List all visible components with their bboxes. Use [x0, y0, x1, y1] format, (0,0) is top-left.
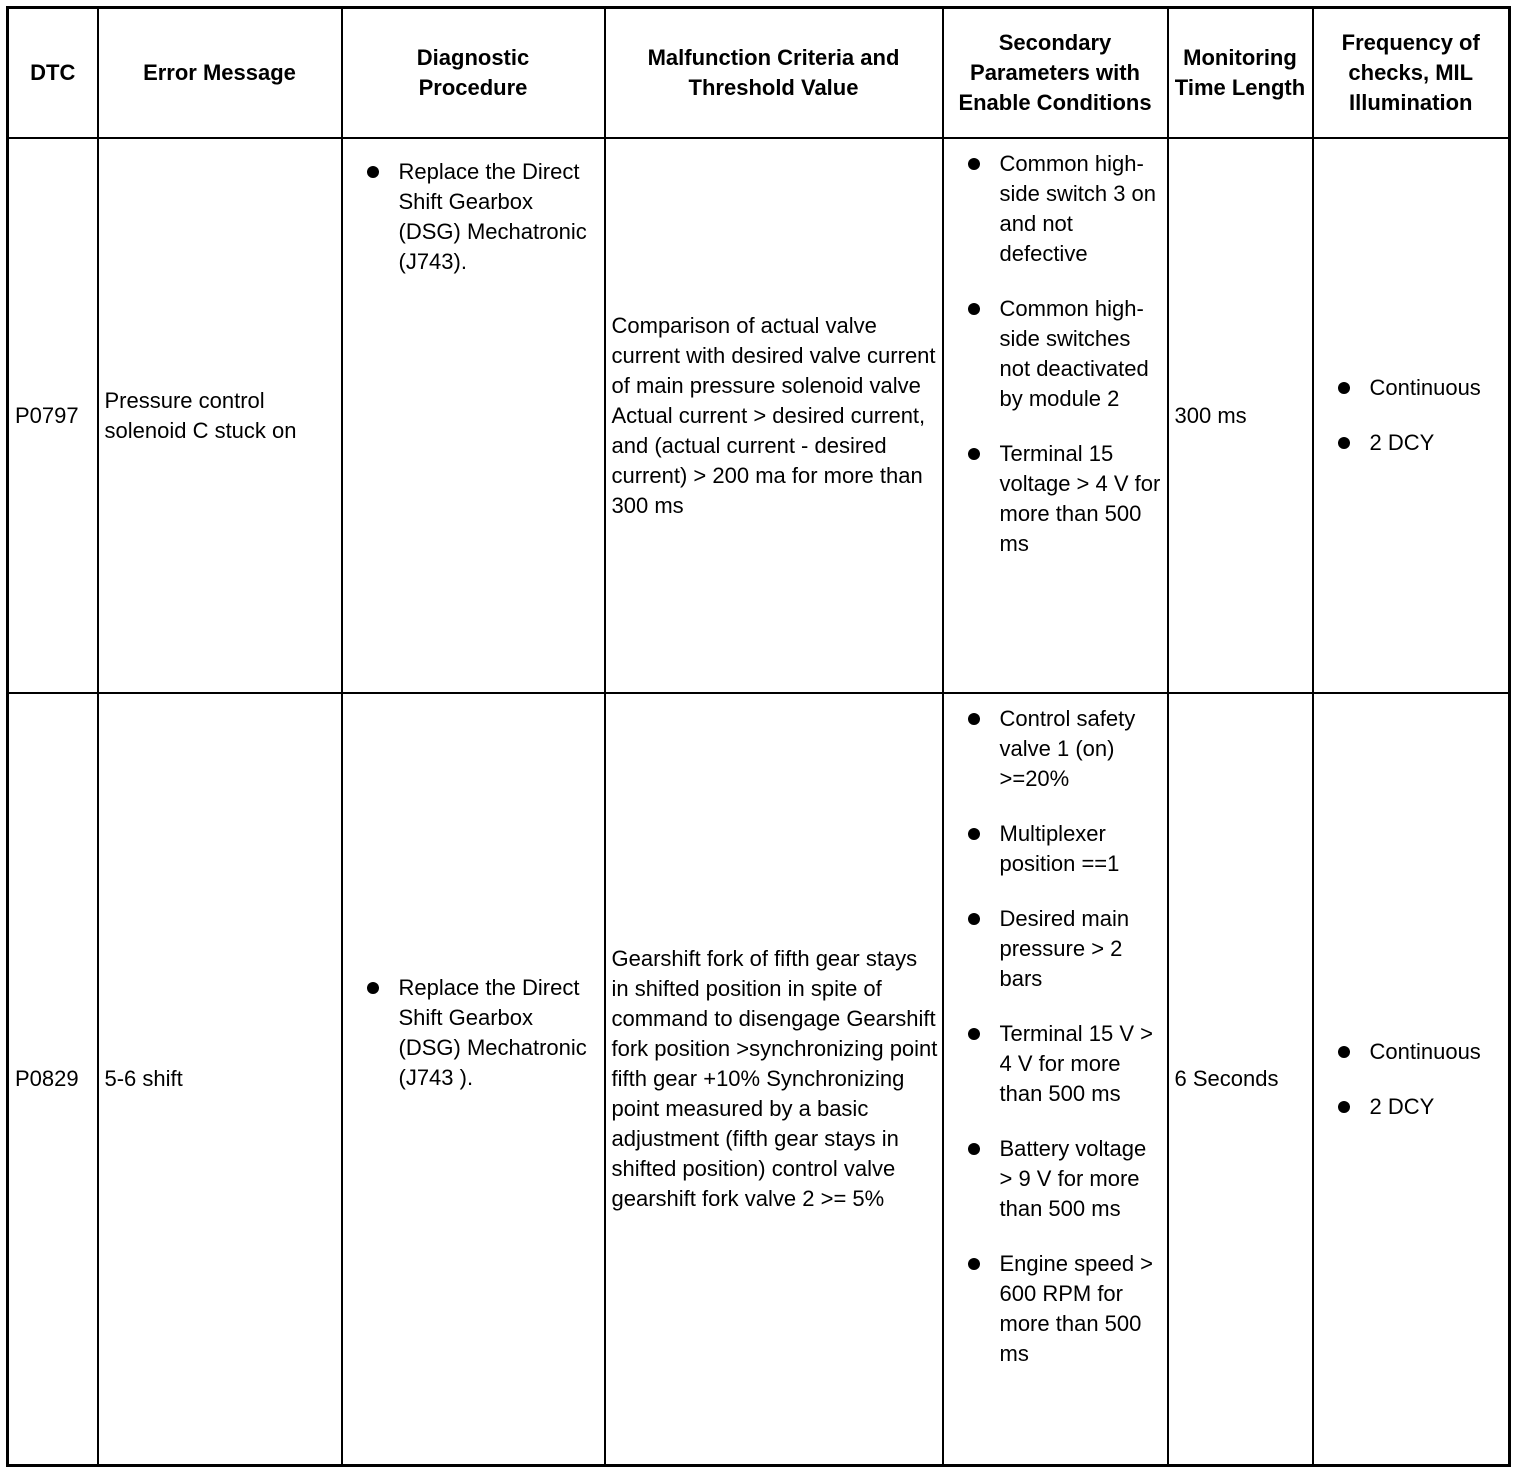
enable-condition: Multiplexer position ==1 — [968, 819, 1163, 879]
enable-condition: Desired main pressure > 2 bars — [968, 904, 1163, 994]
header-secondary-parameters: Secondary Parameters with Enable Conditions — [943, 8, 1168, 139]
header-dtc: DTC — [8, 8, 98, 139]
dtc-table — [6, 6, 1511, 1467]
frequency-item: 2 DCY — [1338, 1092, 1505, 1122]
malfunction-criteria: Comparison of actual valve current with desired valve current of main pressure solenoid valve Actual current > desired current, and (actual current - desired current) > 200 ma for more than 300 ms — [605, 138, 943, 693]
diagnostic-procedure — [342, 693, 605, 1466]
enable-condition: Terminal 15 voltage > 4 V for more than 500 ms — [968, 439, 1163, 559]
error-message: Pressure control solenoid C stuck on — [98, 138, 342, 693]
monitoring-time: 300 ms — [1168, 138, 1313, 693]
diagnostic-step: Replace the Direct Shift Gearbox (DSG) Mechatronic (J743 ). — [367, 973, 600, 1093]
frequency-item: Continuous — [1338, 373, 1505, 403]
enable-condition: Battery voltage > 9 V for more than 500 ms — [968, 1134, 1163, 1224]
dtc-code: P0829 — [8, 693, 98, 1466]
enable-condition: Control safety valve 1 (on) >=20% — [968, 704, 1163, 794]
monitoring-time: 6 Seconds — [1168, 693, 1313, 1466]
frequency-item: 2 DCY — [1338, 428, 1505, 458]
secondary-parameters — [943, 693, 1168, 1466]
enable-condition: Engine speed > 600 RPM for more than 500 ms — [968, 1249, 1163, 1369]
header-diagnostic-procedure: Diagnostic Procedure — [342, 8, 605, 139]
header-monitoring-time: Monitoring Time Length — [1168, 8, 1313, 139]
header-row — [8, 8, 1510, 139]
secondary-parameters — [943, 138, 1168, 693]
dtc-code: P0797 — [8, 138, 98, 693]
diagnostic-step: Replace the Direct Shift Gearbox (DSG) Mechatronic (J743). — [367, 157, 600, 277]
malfunction-criteria: Gearshift fork of fifth gear stays in shifted position in spite of command to disengage Gearshift fork position >synchronizing point fifth gear +10% Synchronizing point measured by a basic adjustment (fifth gear stays in shifted position) control valve gearshift fork valve 2 >= 5% — [605, 693, 943, 1466]
error-message: 5-6 shift — [98, 693, 342, 1466]
diagnostic-procedure — [342, 138, 605, 693]
enable-condition: Terminal 15 V > 4 V for more than 500 ms — [968, 1019, 1163, 1109]
frequency — [1313, 138, 1510, 693]
frequency — [1313, 693, 1510, 1466]
table-row — [8, 693, 1510, 1466]
header-frequency: Frequency of checks, MIL Illumination — [1313, 8, 1510, 139]
header-malfunction-criteria: Malfunction Criteria and Threshold Value — [605, 8, 943, 139]
enable-condition: Common high-side switches not deactivated by module 2 — [968, 294, 1163, 414]
frequency-item: Continuous — [1338, 1037, 1505, 1067]
enable-condition: Common high-side switch 3 on and not defective — [968, 149, 1163, 269]
header-error-message: Error Message — [98, 8, 342, 139]
table-row — [8, 138, 1510, 693]
